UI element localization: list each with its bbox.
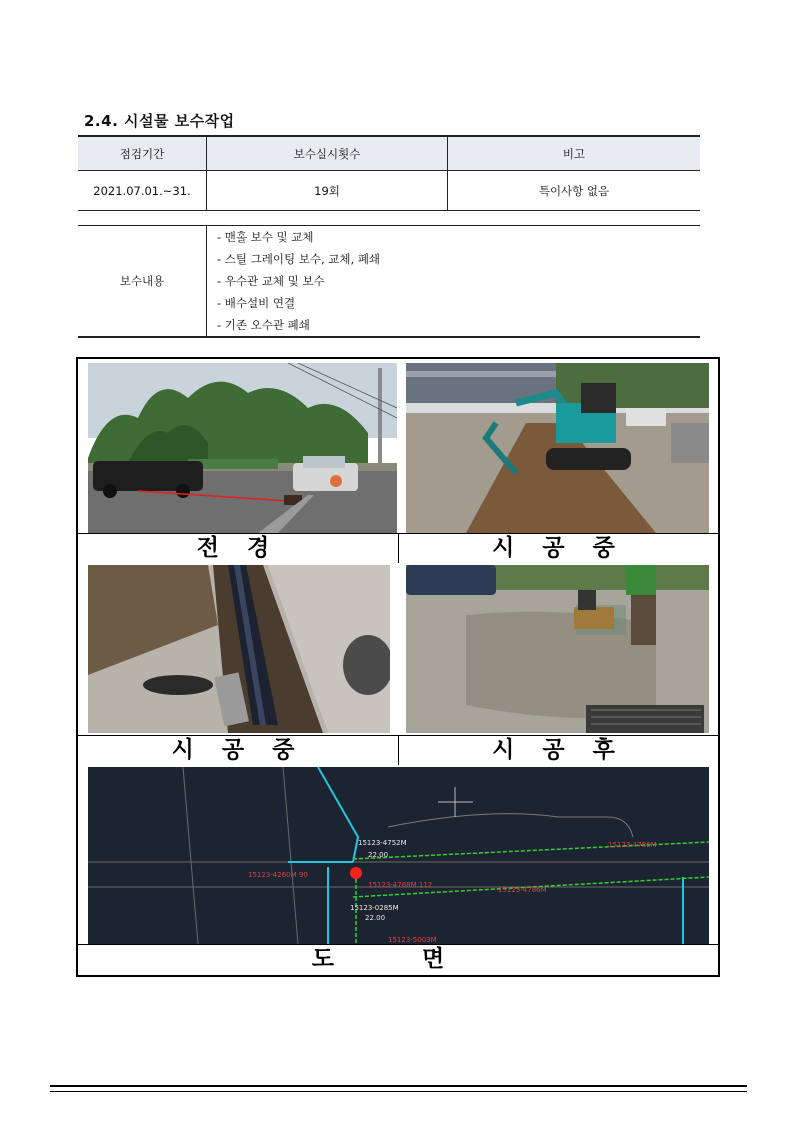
table-header-row	[78, 136, 700, 171]
list-item: - 배수설비 연결	[217, 296, 296, 310]
svg-text:15123-5003M: 15123-5003M	[388, 936, 437, 944]
photo-during-2	[88, 565, 390, 733]
repair-content-list	[207, 226, 701, 338]
footer-rule	[50, 1085, 747, 1092]
list-item: - 기존 오수관 폐쇄	[217, 318, 310, 332]
caption-during-2: 시 공 중	[78, 735, 398, 765]
caption-after: 시 공 후	[399, 735, 718, 765]
list-item: - 맨홀 보수 및 교체	[217, 230, 314, 244]
drawing-label-d: 22.00	[365, 914, 386, 922]
header-repair-count: 보수실시횟수	[207, 136, 448, 171]
list-item: - 스틸 그레이팅 보수, 교체, 폐쇄	[217, 252, 381, 266]
inspection-summary-table	[78, 135, 700, 211]
caption-during-1: 시 공 중	[399, 533, 718, 563]
section-title: 2.4. 시설물 보수작업	[84, 112, 235, 130]
photo-before	[88, 363, 397, 533]
cell-remarks: 특이사항 없음	[448, 171, 701, 211]
caption-drawing: 도 면	[78, 944, 718, 974]
caption-before: 전 경	[78, 533, 398, 563]
drawing-label-a: 15123-4752M	[358, 839, 407, 847]
repair-content-label: 보수내용	[78, 226, 207, 338]
photo-during-1	[406, 363, 709, 533]
svg-text:15123-4786M: 15123-4786M	[498, 886, 547, 894]
table-row	[78, 226, 700, 338]
drawing-plan	[88, 767, 709, 944]
repair-content-table	[78, 225, 700, 338]
header-remarks: 비고	[448, 136, 701, 171]
drawing-label-b: 22.00	[368, 851, 389, 859]
svg-text:15123-4260M 90: 15123-4260M 90	[248, 871, 308, 879]
cell-inspection-period: 2021.07.01.~31.	[78, 171, 207, 211]
caption-divider	[398, 735, 399, 765]
photo-board	[76, 357, 720, 977]
photo-after	[406, 565, 709, 733]
header-inspection-period: 점검기간	[78, 136, 207, 171]
svg-text:15123-4768M 112: 15123-4768M 112	[368, 881, 433, 889]
cell-repair-count: 19회	[207, 171, 448, 211]
svg-text:15123-4786M: 15123-4786M	[608, 841, 657, 849]
list-item: - 우수관 교체 및 보수	[217, 274, 325, 288]
table-row	[78, 171, 700, 211]
drawing-label-c: 15123-0285M	[350, 904, 399, 912]
caption-divider	[398, 533, 399, 563]
